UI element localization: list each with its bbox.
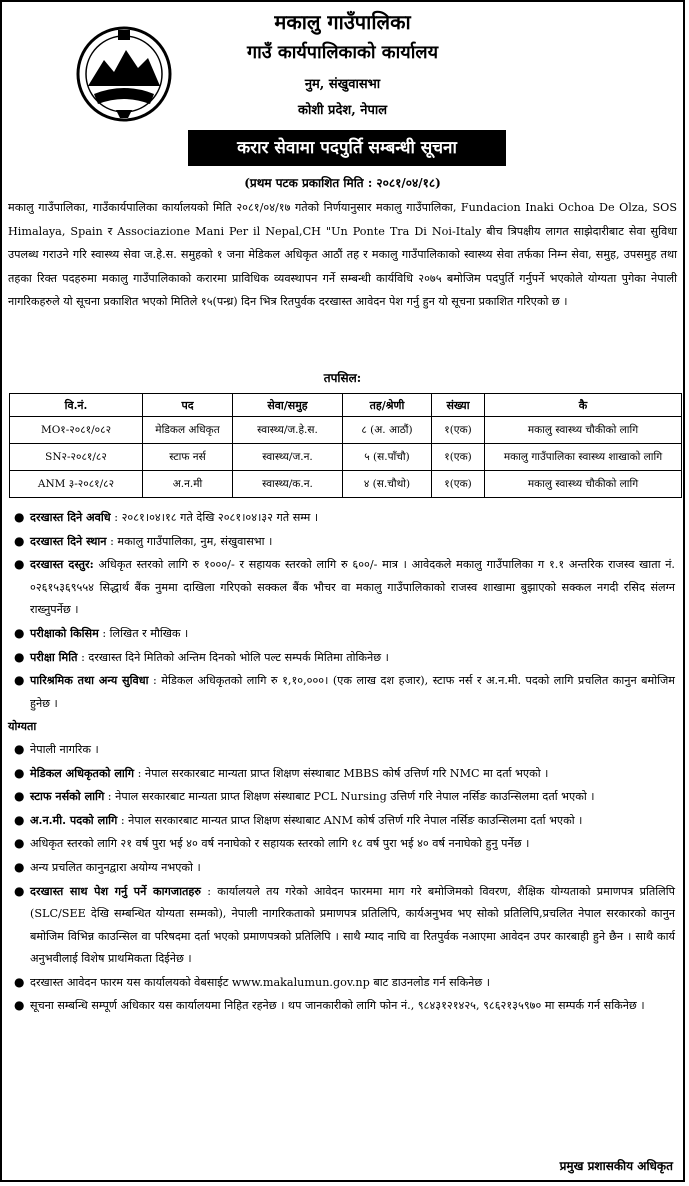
item-text: नेपाली नागरिक । [30,742,99,756]
list-item [8,971,675,995]
item-text: : लिखित र मौखिक । [98,626,189,640]
table-cell: स्टाफ नर्स [143,444,233,471]
bullet-icon: ● [14,741,25,756]
table-cell: मकालु स्वास्थ्य चौकीको लागि [485,471,682,498]
notice-body [8,506,675,1018]
table-cell: स्वास्थ्य/ज.न. [233,444,343,471]
table-cell: मेडिकल अधिकृत [143,417,233,444]
table-cell: ५ (स.पाँचौ) [343,444,432,471]
item-text: अधिकृत स्तरको लागि २१ वर्ष पुरा भई ४० वर्ष ननाघेको र सहायक स्तरको लागि १८ वर्ष पुरा भई ४० वर्ष ननाघेको हुनु पर्नेछ । [30,837,530,851]
item-text: : दरखास्त दिने मितिको अन्तिम दिनको भोलि पल्ट सम्पर्क मितिमा तोकिनेछ । [77,650,389,664]
bullet-icon: ● [14,557,25,572]
item-label: परीक्षाको किसिम [30,625,99,640]
bullet-icon: ● [14,998,25,1013]
item-label: स्टाफ नर्सको लागि [30,789,105,804]
bullet-icon: ● [14,625,25,640]
bullet-icon: ● [14,673,25,688]
table-row [10,417,682,444]
list-item [8,622,675,646]
table-cell: ४ (स.चौथो) [343,471,432,498]
item-label: परीक्षा मिति [30,649,78,664]
col-header-serial: वि.नं. [10,394,143,417]
item-text: अधिकृत स्तरको लागि रु १०००/- र सहायक स्तरको लागि रु ६००/- मात्र । आवेदकले मकालु गाउँपालिका ग १.१ अन्तरिक राजस्व खाता नं. ०२६१५३६९५५४ सिद्धार्थ बैंक नुममा दाखिला गरिएको सक्कल बैंक भौचर वा मकालु गाउँपालिकाको राजस्व शाखामा बुझाएको सक्कल नगदी रसिद संलग्न राख्नुपर्नेछ । [30,558,675,617]
table-cell: SN२-२०८१/८२ [10,444,143,471]
bullet-icon: ● [14,765,25,780]
table-cell: स्वास्थ्य/ज.हे.स. [233,417,343,444]
list-item [8,530,675,554]
table-cell: १(एक) [432,417,485,444]
item-label: दरखास्त दिने स्थान [30,533,107,548]
bullet-icon: ● [14,789,25,804]
list-item [8,832,675,856]
province-name: कोशी प्रदेश, नेपाल [297,103,388,118]
table-cell: मकालु स्वास्थ्य चौकीको लागि [485,417,682,444]
col-header-count: संख्या [432,394,485,417]
item-text: : मेडिकल अधिकृतको लागि रु १,१०,०००। (एक लाख दश हजार), स्टाफ नर्स र अ.न.मी. पदको लागि प्रचलित कानुन बमोजिम हुनेछ । [30,674,675,710]
municipality-name: मकालु गाउँपालिका [274,10,411,34]
list-item [8,994,675,1018]
list-item [8,646,675,670]
item-text: : नेपाल सरकारबाट मान्यता प्राप्त शिक्षण संस्थाबाट PCL Nursing उत्तिर्ण गरि नेपाल नर्सिङ काउन्सिलमा दर्ता भएको । [104,790,595,804]
table-row [10,444,682,471]
bullet-icon: ● [14,649,25,664]
item-text: : मकालु गाउँपालिका, नुम, संखुवासभा । [106,534,273,548]
item-label: दरखास्त दिने अवधि [30,510,111,524]
col-header-remarks: कै [485,394,682,417]
list-item [8,880,675,971]
table-row [10,471,682,498]
list-item [8,762,675,786]
table-cell: १(एक) [432,471,485,498]
item-text: : नेपाल सरकारबाट मान्यता प्राप्त शिक्षण संस्थाबाट MBBS कोर्ष उत्तिर्ण गरि NMC मा दर्ता भएको । [134,766,549,780]
vacancy-table [9,393,682,498]
table-cell: MO१-२०८१/०८२ [10,417,143,444]
bullet-icon: ● [14,836,25,851]
item-text: : २०८१।०४।१८ गते देखि २०८१।०४।३२ गते सम्म । [110,511,319,524]
item-label: दरखास्त दस्तुर: [30,557,94,572]
intro-paragraph: मकालु गाउँपालिका, गाउँकार्यपालिका कार्यालयको मिति २०८१/०४/१७ गतेको निर्णयानुसार मकालु गाउँपालिका, Fundacion Inaki Ochoa De Olza, SOS Himalaya, Spain र Associazione Mani Per il Nepal,CH "Un Ponte Tra Di Noi-Italy बीच त्रिपक्षीय लागत साझेदारीबाट सेवा सुविधा उपलब्ध गराउने गरि स्वास्थ्य सेवा ज.हे.स. समुहको १ जना मेडिकल अधिकृत आठौं तह र मकालु गाउँपालिकाको स्वास्थ्य सेवा तर्फका निम्न सेवा, समुह, उपसमुह तथा तहका रिक्त पदहरुमा मकालु गाउँपालिकाको करारमा प्राविधिक व्यवस्थापन गर्ने सम्बन्धी कार्यविधि २०७५ बमोजिम पदपुर्ति गर्नुपर्ने भएकोले योग्यता पुगेका नेपाली नागरिकहरुले यो सूचना प्रकाशित भएको मितिले १५(पन्ध्र) दिन भित्र रितपुर्वक दरखास्त आवेदन पेश गर्नु हुन यो सूचना प्रकाशित गरिएको छ । [8,201,677,309]
table-header-row [10,394,682,417]
table-cell: ANM ३-२०८१/८२ [10,471,143,498]
bullet-icon: ● [14,812,25,827]
table-cell: स्वास्थ्य/क.न. [233,471,343,498]
list-item [8,738,675,762]
bullet-icon: ● [14,533,25,548]
table-cell: ८ (अ. आठौं) [343,417,432,444]
item-text: दरखास्त आवेदन फारम यस कार्यालयको वेबसाईट www.makalumun.gov.np बाट डाउनलोड गर्न सकिनेछ । [30,975,491,989]
list-item [8,856,675,880]
list-item [8,669,675,715]
bullet-icon: ● [14,859,25,874]
bullet-icon: ● [14,883,25,898]
item-label: अ.न.मी. पदको लागि [30,812,118,827]
item-label: पारिश्रमिक तथा अन्य सुविधा [30,673,149,688]
qualification-heading: योग्यता [8,719,37,734]
item-text: : नेपाल सरकारबाट मान्यत प्राप्त शिक्षण संस्थाबाट ANM कोर्ष उत्तिर्ण गरि नेपाल नर्सिङ काउन्सिलमा दर्ता भएको । [117,813,583,827]
table-cell: मकालु गाउँपालिका स्वास्थ्य शाखाको लागि [485,444,682,471]
bullet-icon: ● [14,510,25,524]
publication-date: (प्रथम पटक प्रकाशित मिति : २०८१/०४/१८) [244,176,441,190]
col-header-level: तह/श्रेणी [343,394,432,417]
notice-title: करार सेवामा पदपुर्ति सम्बन्धी सूचना [188,130,506,166]
letterhead [2,2,683,122]
item-label: दरखास्त साथ पेश गर्नु पर्ने कागजातहरु [30,883,201,898]
item-label: मेडिकल अधिकृतको लागि [30,765,135,780]
list-item [8,809,675,833]
col-header-post: पद [143,394,233,417]
list-item [8,506,675,530]
col-header-service: सेवा/समुह [233,394,343,417]
list-item [8,785,675,809]
bullet-icon: ● [14,974,25,989]
list-item [8,553,675,622]
office-name: गाउँ कार्यपालिकाको कार्यालय [246,42,439,63]
table-cell: अ.न.मी [143,471,233,498]
item-text: : कार्यालयले तय गरेको आवेदन फारममा माग गरे बमोजिमको विवरण, शैक्षिक योग्यताको प्रमाणपत्र प्रतिलिपि (SLC/SEE देखि सम्बन्धित योग्यता सम्मको), नेपाली नागरिकताको प्रमाणपत्र प्रतिलिपि, कार्यअनुभव भए सोको प्रतिलिपि,प्रचलित नेपाल सरकारको कानुन बमोजिम विभिन्न काउन्सिल वा परिषदमा दर्ता भएको प्रमाणपत्रको प्रतिलिपि । साथै म्याद नाघि वा रितपुर्वक नआएमा आवेदन उपर कारबाही हुने छैन । साथै कार्य अनुभवीलाई विशेष प्राथमिकता दिईनेछ । [30,884,676,966]
item-text: अन्य प्रचलित कानुनद्वारा अयोग्य नभएको । [30,860,201,874]
item-text: सूचना सम्बन्धि सम्पूर्ण अधिकार यस कार्यालयमा निहित रहनेछ । थप जानकारीको लागि फोन नं., ९८४३१२१४२५, ९८६२१३५९७० मा सम्पर्क गर्न सकिनेछ । [30,999,645,1013]
signature-title: प्रमुख प्रशासकीय अधिकृत [559,1159,673,1173]
table-title: तपसिल: [323,371,362,385]
office-location: नुम, संखुवासभा [304,77,381,92]
table-cell: १(एक) [432,444,485,471]
